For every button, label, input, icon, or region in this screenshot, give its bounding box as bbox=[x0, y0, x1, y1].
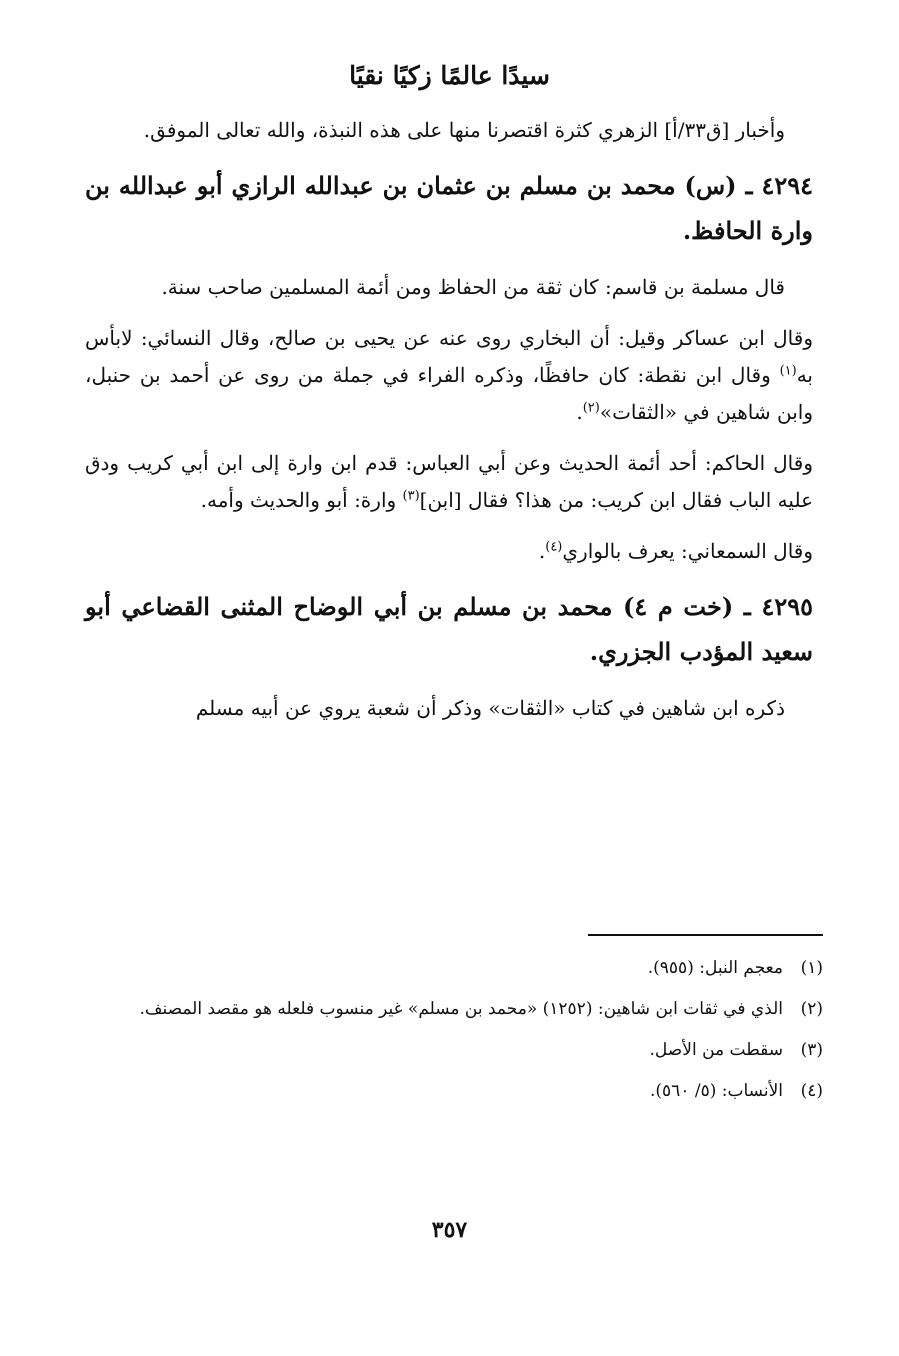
paragraph-ibn-asakir bbox=[85, 320, 813, 431]
footnote-separator bbox=[588, 934, 823, 936]
footnote-text: معجم النبل: (٩٥٥). bbox=[647, 958, 783, 978]
running-head: سيدًا عالمًا زكيًا نقيًا bbox=[349, 61, 550, 90]
footnote-number: (١) bbox=[800, 958, 823, 978]
entry-heading-4294 bbox=[85, 163, 813, 253]
footnote-ref-4[interactable]: (٤) bbox=[545, 539, 563, 555]
paragraph-maslama bbox=[85, 269, 813, 306]
paragraph-samani bbox=[85, 533, 813, 570]
page-number: ٣٥٧ bbox=[431, 1217, 468, 1243]
footnote-ref-3[interactable]: (٣) bbox=[402, 488, 420, 504]
footnote-4 bbox=[85, 1075, 823, 1108]
footnote-3 bbox=[85, 1034, 823, 1067]
footnote-ref-2[interactable]: (٢) bbox=[582, 400, 600, 416]
paragraph-text: وقال ابن عساكر وقيل: أن البخاري روى عنه عن يحيى بن صالح، وقال النسائي: لابأس به bbox=[85, 326, 813, 387]
footnote-number: (٣) bbox=[800, 1040, 823, 1060]
paragraph-text: ذكره ابن شاهين في كتاب «الثقات» وذكر أن شعبة يروي عن أبيه مسلم bbox=[195, 696, 785, 720]
footnote-text: الأنساب: (٥/ ٥٦٠). bbox=[650, 1081, 783, 1101]
footnote-text: سقطت من الأصل. bbox=[649, 1040, 783, 1060]
paragraph-text: . bbox=[576, 400, 583, 424]
footnote-2 bbox=[85, 993, 823, 1026]
entry-heading-4295 bbox=[85, 584, 813, 674]
paragraph-text: وأخبار [ق٣٣/أ] الزهري كثرة اقتصرنا منها على هذه النبذة، والله تعالى الموفق. bbox=[143, 118, 785, 142]
footnotes bbox=[85, 952, 823, 1116]
footnote-number: (٢) bbox=[800, 999, 823, 1019]
paragraph-text: وقال السمعاني: يعرف بالواري bbox=[562, 539, 813, 563]
paragraph-text: وقال الحاكم: أحد أئمة الحديث وعن أبي العباس: قدم ابن وارة إلى ابن أبي كريب ودق عليه الباب فقال ابن كريب: من هذا؟ فقال [ابن] bbox=[85, 451, 813, 512]
paragraph-text: . bbox=[538, 539, 546, 563]
paragraph-ibn-shahin bbox=[85, 690, 813, 727]
paragraph-al-hakim bbox=[85, 445, 813, 519]
paragraph-text: قال مسلمة بن قاسم: كان ثقة من الحفاظ ومن أئمة المسلمين صاحب سنة. bbox=[161, 275, 785, 299]
footnote-text: الذي في ثقات ابن شاهين: (١٢٥٢) «محمد بن مسلم» غير منسوب فلعله هو مقصد المصنف. bbox=[139, 999, 783, 1019]
entry-heading-text: ٤٢٩٤ ـ (س) محمد بن مسلم بن عثمان بن عبدالله الرازي أبو عبدالله بن وارة الحافظ. bbox=[85, 171, 813, 245]
paragraph-text: وقال ابن نقطة: كان حافظًا، وذكره الفراء في جملة من روى عن أحمد بن حنبل، وابن شاهين في «الثقات» bbox=[85, 363, 813, 424]
main-text bbox=[85, 112, 813, 741]
paragraph-zuhri-closing bbox=[85, 112, 813, 149]
footnote-1 bbox=[85, 952, 823, 985]
paragraph-text: وارة: أبو والحديث وأمه. bbox=[200, 488, 403, 512]
footnote-number: (٤) bbox=[800, 1081, 823, 1101]
footnote-ref-1[interactable]: (١) bbox=[779, 363, 797, 379]
entry-heading-text: ٤٢٩٥ ـ (خت م ٤) محمد بن مسلم بن أبي الوضاح المثنى القضاعي أبو سعيد المؤدب الجزري. bbox=[85, 592, 814, 666]
